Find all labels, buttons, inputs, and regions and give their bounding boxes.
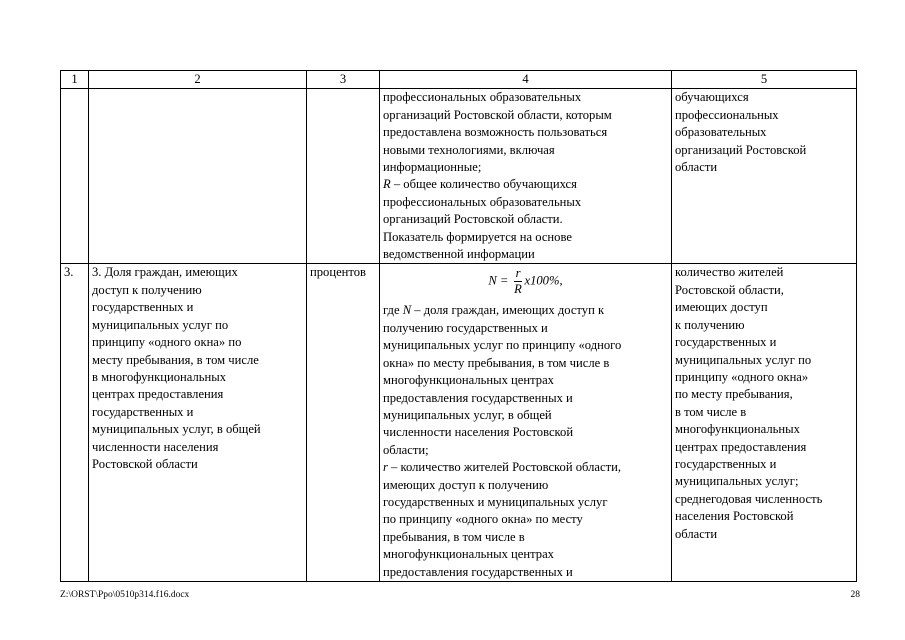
- def-prefix: где: [383, 303, 403, 318]
- row2-source-cell: количество жителей Ростовской области, имеющих доступ к получению государственных и муниципальных услуг по принципу «одного окна» по месту пребывания, в том числе в многофункциональных центрах предоставления государственных и муниципальных услуг; среднегодовая численность населения Ростовской области: [672, 264, 857, 582]
- header-col-4: 4: [380, 71, 672, 89]
- def-r-text: – количество жителей Ростовской области, имеющих доступ к получению государственных и муниципальных услуг по принципу «одного окна» по месту пребывания, в том числе в многофункциональных центрах предоставления государственных и: [383, 460, 621, 579]
- formula: [383, 264, 668, 302]
- row1-number-cell: [61, 89, 89, 264]
- header-col-5: 5: [672, 71, 857, 89]
- header-col-2: 2: [89, 71, 307, 89]
- formula-denominator: R: [514, 282, 522, 297]
- row2-number-cell: 3.: [61, 264, 89, 582]
- indicator-table: [60, 70, 857, 582]
- row2-method-def-r: [383, 459, 668, 581]
- row2-method-cell: [380, 264, 672, 582]
- footer-file-path: Z:\ORST\Ppo\0510p314.f16.docx: [60, 590, 190, 600]
- formula-fraction: [514, 266, 523, 297]
- formula-lhs: N =: [488, 273, 509, 288]
- formula-end: ,: [559, 273, 563, 288]
- table-row: [61, 89, 857, 264]
- row1-method-cell: [380, 89, 672, 264]
- var-N: N: [402, 303, 412, 318]
- row1-source-cell: обучающихся профессиональных образовательных организаций Ростовской области: [672, 89, 857, 264]
- var-R: R: [383, 177, 391, 192]
- row1-method-text: профессиональных образовательных организаций Ростовской области, которым предоставлена возможность пользоваться новыми технологиями, включая информационные;: [383, 90, 612, 175]
- row1-method-def: [383, 176, 668, 263]
- row2-indicator-cell: 3. Доля граждан, имеющих доступ к получению государственных и муниципальных услуг по принципу «одного окна» по месту пребывания, в том числе в многофункциональных центрах предоставления государственных и муниципальных услуг, в общей численности населения Ростовской области: [89, 264, 307, 582]
- row1-method-def-text: – общее количество обучающихся профессиональных образовательных организаций Ростовской области. Показатель формируется на основе ведомственной информации: [383, 177, 582, 262]
- row2-method-def-n: [383, 302, 668, 459]
- header-col-1: 1: [61, 71, 89, 89]
- row1-indicator-cell: [89, 89, 307, 264]
- formula-numerator: r: [515, 266, 521, 281]
- table-row: [61, 264, 857, 582]
- formula-tail: x100%: [524, 273, 560, 288]
- var-r: r: [383, 460, 388, 475]
- def-n-text: – доля граждан, имеющих доступ к получению государственных и муниципальных услуг по принципу «одного окна» по месту пребывания, в том числе в многофункциональных центрах предоставления государственных и муниципальных услуг, в общей численности населения Ростовской области;: [383, 303, 622, 457]
- header-col-3: 3: [307, 71, 380, 89]
- table-header-row: [61, 71, 857, 89]
- page-number: 28: [850, 590, 860, 600]
- row1-unit-cell: [307, 89, 380, 264]
- row2-unit-cell: процентов: [307, 264, 380, 582]
